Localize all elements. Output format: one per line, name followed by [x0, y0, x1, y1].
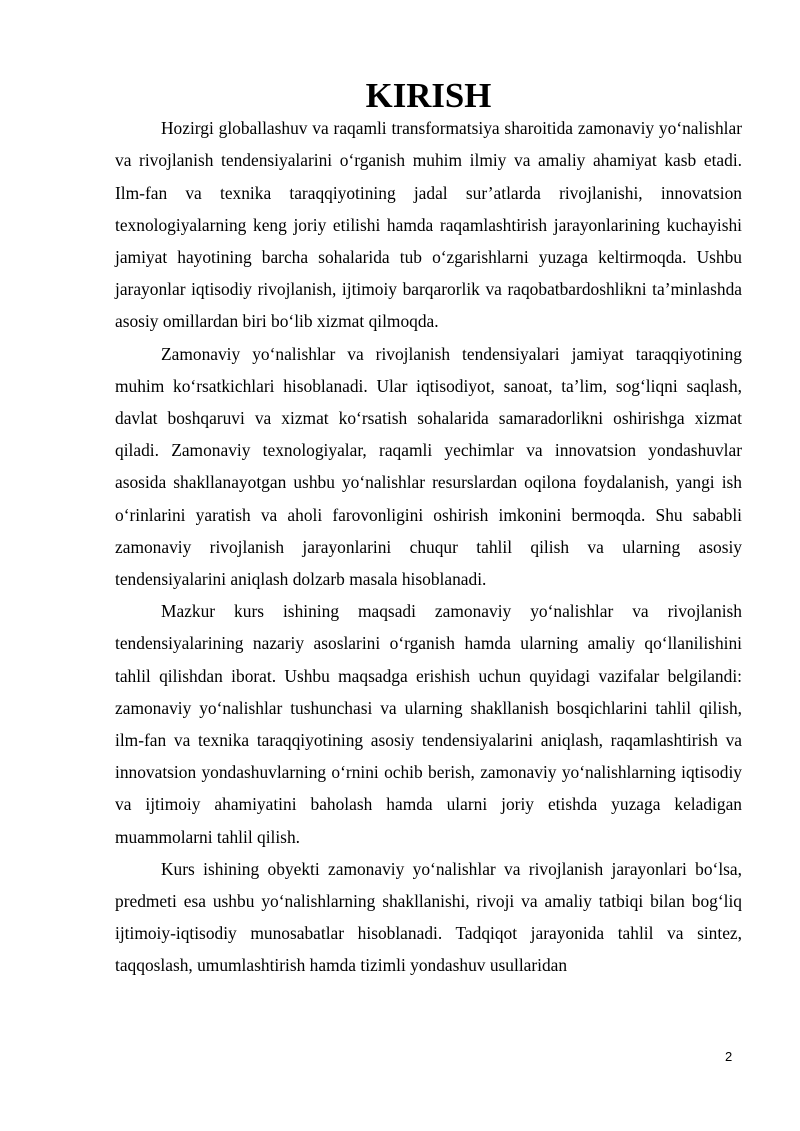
paragraph-3: Mazkur kurs ishining maqsadi zamonaviy yo‘nalishlar va rivojlanish tendensiyalarining nazariy asoslarini o‘rganish hamda ularning amaliy qo‘llanilishini tahlil qilishdan iborat. Ushbu maqsadga erishish uchun quyidagi vazifalar belgilandi: zamonaviy yo‘nalishlar tushunchasi va ularning shakllanish bosqichlarini tahlil qilish, ilm-fan va texnika taraqqiyotining asosiy tendensiyalarini aniqlash, raqamlashtirish va innovatsion yondashuvlarning o‘rnini ochib berish, zamonaviy yo‘nalishlarning iqtisodiy va ijtimoiy ahamiyatini baholash hamda ularni joriy etishda yuzaga keladigan muammolarni tahlil qilish.: [115, 601, 742, 847]
section-title: KIRISH: [365, 76, 492, 115]
document-body: [115, 76, 742, 982]
paragraph-1: Hozirgi globallashuv va raqamli transformatsiya sharoitida zamonaviy yo‘nalishlar va rivojlanish tendensiyalarini o‘rganish muhim ilmiy va amaliy ahamiyat kasb etadi. Ilm-fan va texnika taraqqiyotining jadal sur’atlarda rivojlanishi, innovatsion texnologiyalarning keng joriy etilishi hamda raqamlashtirish jarayonlarining kuchayishi jamiyat hayotining barcha sohalarida tub o‘zgarishlarni yuzaga keltirmoqda. Ushbu jarayonlar iqtisodiy rivojlanish, ijtimoiy barqarorlik va raqobatbardoshlikni ta’minlashda asosiy omillardan biri bo‘lib xizmat qilmoqda.: [115, 118, 742, 332]
page-number: 2: [725, 1049, 733, 1064]
paragraph-2: Zamonaviy yo‘nalishlar va rivojlanish tendensiyalari jamiyat taraqqiyotining muhim ko‘rsatkichlari hisoblanadi. Ular iqtisodiyot, sanoat, ta’lim, sog‘liqni saqlash, davlat boshqaruvi va xizmat ko‘rsatish sohalarida samaradorlikni oshirishga xizmat qiladi. Zamonaviy texnologiyalar, raqamli yechimlar va innovatsion yondashuvlar asosida shakllanayotgan ushbu yo‘nalishlar resurslardan oqilona foydalanish, yangi ish o‘rinlarini yaratish va aholi farovonligini oshirish imkonini bermoqda. Shu sababli zamonaviy rivojlanish jarayonlarini chuqur tahlil qilish va ularning asosiy tendensiyalarini aniqlash dolzarb masala hisoblanadi.: [115, 343, 742, 590]
paragraph-4: Kurs ishining obyekti zamonaviy yo‘nalishlar va rivojlanish jarayonlari bo‘lsa, predmeti esa ushbu yo‘nalishlarning shakllanishi, rivoji va amaliy tatbiqi bilan bog‘liq ijtimoiy-iqtisodiy munosabatlar hisoblanadi. Tadqiqot jarayonida tahlil va sintez, taqqoslash, umumlashtirish hamda tizimli yondashuv usullaridan: [115, 858, 742, 976]
